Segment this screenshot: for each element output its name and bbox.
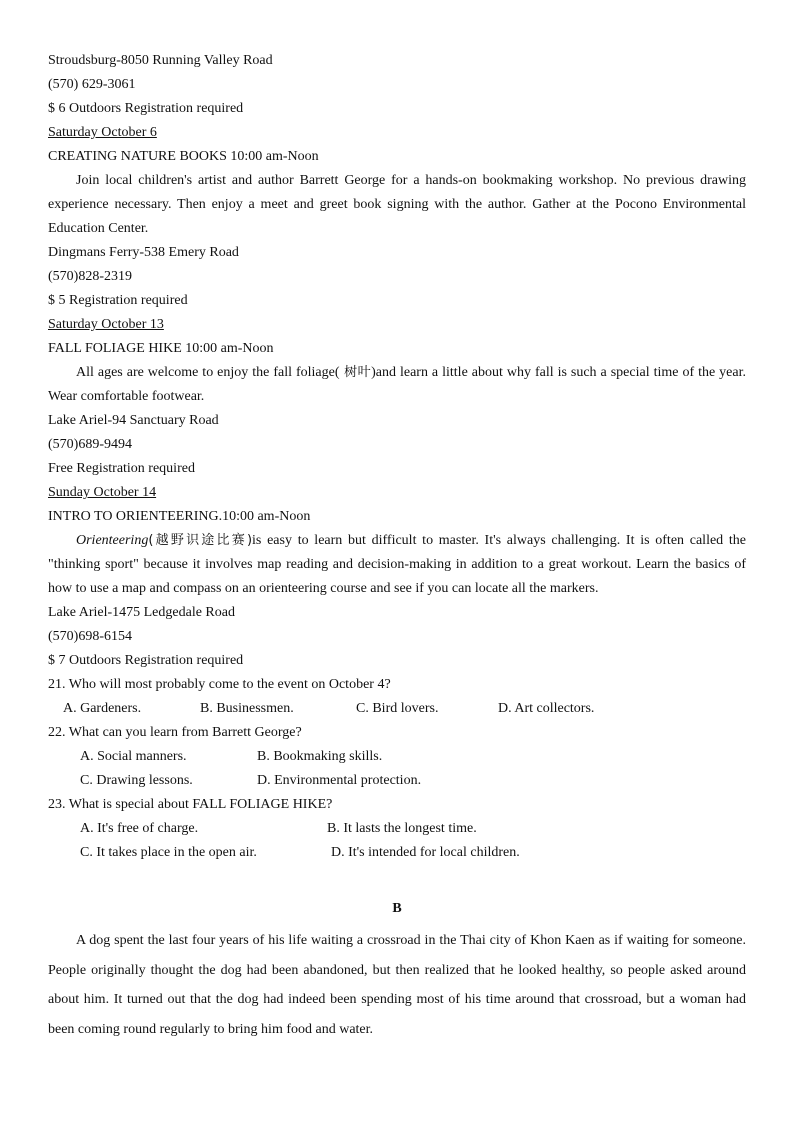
event4-desc-rest: is easy to learn but difficult to master. It's always challenging. It is often called the "thinking sport" because it involves map reading and decision-making in addition to a great workout. Learn the basics of how to use a map and compass on an orienteering course and see if you can locate all the markers.: [48, 533, 746, 596]
event4-fee: $ 7 Outdoors Registration required: [48, 653, 244, 668]
option-a: A. Social manners.: [80, 749, 187, 764]
document-page: [48, 49, 746, 1044]
question-22-options-row1: [48, 745, 746, 769]
event3-address: Lake Ariel-94 Sanctuary Road: [48, 413, 219, 428]
event2-title: CREATING NATURE BOOKS 10:00 am-Noon: [48, 149, 319, 164]
event4-phone: (570)698-6154: [48, 629, 132, 644]
event3-phone: (570)689-9494: [48, 437, 132, 452]
event4-desc-italic: Orienteering: [76, 533, 149, 548]
question-22: 22. What can you learn from Barrett George?: [48, 725, 302, 740]
option-d: D. Environmental protection.: [257, 773, 422, 788]
event1-fee: $ 6 Outdoors Registration required: [48, 101, 244, 116]
event2-address: Dingmans Ferry-538 Emery Road: [48, 245, 239, 260]
question-22-options-row2: [48, 769, 746, 793]
option-c: C. Bird lovers.: [356, 701, 439, 716]
option-b: B. It lasts the longest time.: [327, 821, 477, 836]
question-21-options: [48, 697, 746, 721]
event3-date: Saturday October 13: [48, 317, 164, 332]
event3-title: FALL FOLIAGE HIKE 10:00 am-Noon: [48, 341, 274, 356]
option-b: B. Businessmen.: [200, 701, 294, 716]
event4-description: [48, 529, 746, 601]
event1-phone: (570) 629-3061: [48, 77, 136, 92]
event4-date: Sunday October 14: [48, 485, 157, 500]
question-21: 21. Who will most probably come to the event on October 4?: [48, 677, 391, 692]
event3-description: [48, 361, 746, 409]
option-a: A. Gardeners.: [63, 701, 142, 716]
event2-description: Join local children's artist and author Barrett George for a hands-on bookmaking workshop. No previous drawing experience necessary. Then enjoy a meet and greet book signing with the author. Gather at the Pocono Environmental Education Center.: [48, 173, 746, 236]
event2-phone: (570)828-2319: [48, 269, 132, 284]
event3-desc-start: All ages are welcome to enjoy the fall foliage(: [76, 365, 340, 380]
option-b: B. Bookmaking skills.: [257, 749, 383, 764]
option-a: A. It's free of charge.: [80, 821, 199, 836]
option-c: C. Drawing lessons.: [80, 773, 193, 788]
question-23-options-row1: [48, 817, 746, 841]
section-b-paragraph: A dog spent the last four years of his life waiting a crossroad in the Thai city of Khon Kaen as if waiting for someone. People originally thought the dog had been abandoned, but then realized that he looked healthy, so people asked around about him. It turned out that the dog had indeed been spending most of his time around that crossroad, but a woman had been coming round regularly to bring him food and water.: [48, 933, 746, 1037]
event4-address: Lake Ariel-1475 Ledgedale Road: [48, 605, 235, 620]
option-c: C. It takes place in the open air.: [80, 845, 257, 860]
option-d: D. It's intended for local children.: [331, 845, 520, 860]
event3-desc-chinese: 树叶: [339, 365, 372, 380]
event2-fee: $ 5 Registration required: [48, 293, 188, 308]
event1-address: Stroudsburg-8050 Running Valley Road: [48, 53, 273, 68]
event3-desc-end: )and learn a little about why fall is such a special time of the year. Wear comfortable footwear.: [48, 365, 746, 404]
event4-title: INTRO TO ORIENTEERING.10:00 am-Noon: [48, 509, 311, 524]
event4-desc-chinese: (越野识途比赛): [148, 533, 253, 548]
event3-fee: Free Registration required: [48, 461, 195, 476]
option-d: D. Art collectors.: [498, 701, 595, 716]
question-23: 23. What is special about FALL FOLIAGE HIKE?: [48, 797, 333, 812]
event2-date: Saturday October 6: [48, 125, 157, 140]
section-b-heading: B: [392, 901, 402, 916]
question-23-options-row2: [48, 841, 746, 865]
